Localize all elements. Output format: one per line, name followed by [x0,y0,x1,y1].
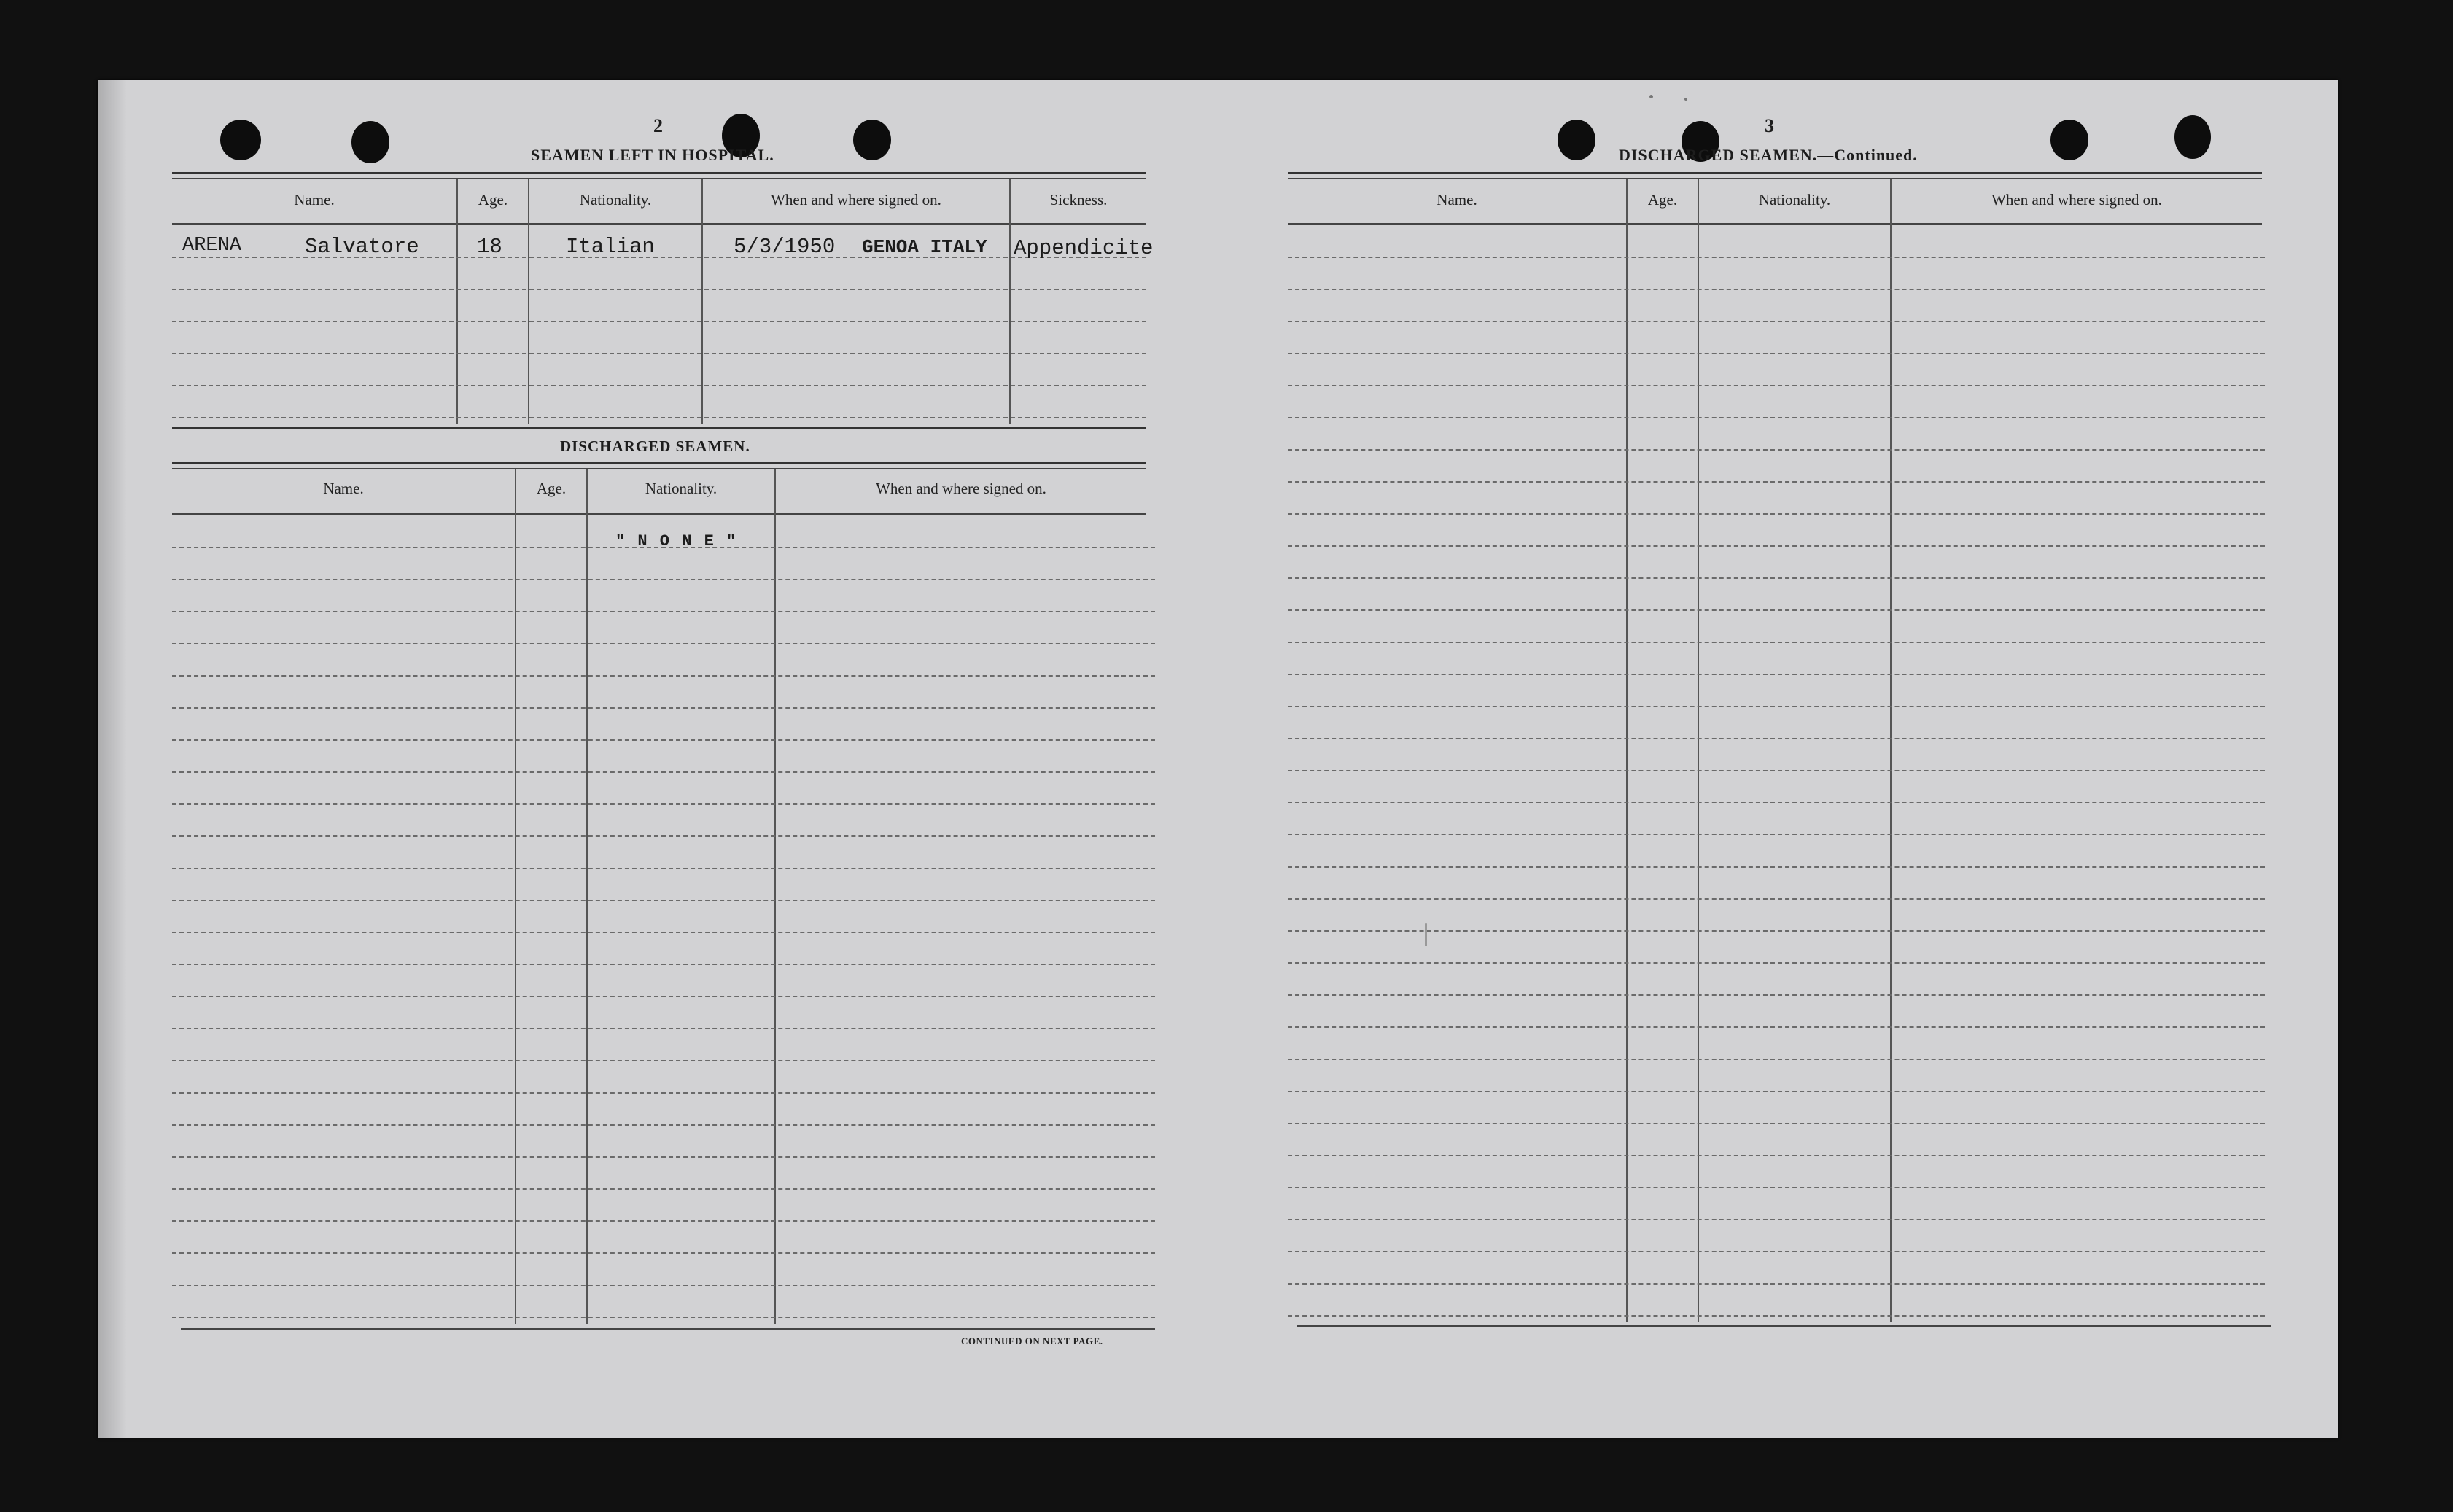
ruled-line [1288,1091,2265,1092]
ruled-line [172,1060,1155,1061]
none-stamp: " N O N E " [615,532,738,550]
ruled-line [1288,385,2265,386]
ruled-line [1288,1059,2265,1060]
column-divider [701,179,703,424]
ruled-line [1288,545,2265,547]
ruled-line [172,643,1155,644]
ruled-line [172,611,1155,612]
column-divider [1626,179,1628,1322]
column-divider [1698,179,1699,1322]
top-double-rule [1288,172,2262,174]
ruled-line [1288,577,2265,579]
entry-nationality: Italian [566,235,655,259]
ruled-line [172,835,1155,837]
punch-hole [2174,115,2211,159]
punch-hole [2050,120,2088,160]
left-page-number: 2 [653,115,663,136]
ruled-line [172,385,1146,386]
ruled-line [1288,1155,2265,1156]
ruled-line [1288,962,2265,964]
punch-hole [220,120,261,160]
paper-speck [1425,923,1427,946]
hospital-header-nationality: Nationality. [579,191,652,209]
entry-sickness: Appendicite [1014,236,1154,260]
ruled-line [172,1028,1155,1029]
discharged-header-name: Name. [323,480,364,497]
top-double-rule [172,172,1146,174]
section-rule [172,427,1146,429]
ruled-line [1288,321,2265,322]
bottom-rule [1297,1325,2271,1327]
ruled-line [1288,834,2265,835]
ruled-line [172,771,1155,773]
ruled-line [172,739,1155,741]
top-double-rule [172,178,1146,179]
ruled-line [172,675,1155,677]
ruled-line [1288,257,2265,258]
right-header-name: Name. [1437,191,1477,209]
discharged-header-rule [172,513,1146,515]
hospital-header-rule [172,223,1146,225]
ruled-line [1288,1187,2265,1188]
discharged-header-signed-on: When and where signed on. [876,480,1046,497]
ruled-line [1288,674,2265,675]
entry-age: 18 [477,235,502,259]
ruled-line [172,868,1155,869]
right-header-rule [1288,223,2262,225]
right-header-age: Age. [1647,191,1678,209]
ruled-line [1288,738,2265,739]
ruled-line [172,1285,1155,1286]
ruled-line [172,1124,1155,1126]
section-double-rule [172,462,1146,464]
ruled-line [172,1317,1155,1318]
ruled-line [1288,417,2265,418]
sheet-shadow [98,80,127,1438]
paper-speck [1649,95,1653,98]
ruled-line [172,1220,1155,1222]
continued-footer: CONTINUED ON NEXT PAGE. [961,1336,1103,1347]
ruled-line [1288,898,2265,900]
discharged-section-title: DISCHARGED SEAMEN. [560,437,750,455]
ruled-line [172,900,1155,901]
paper-speck [1684,98,1687,101]
ruled-line [1288,353,2265,354]
hospital-header-name: Name. [294,191,335,209]
ruled-line [1288,866,2265,868]
hospital-header-age: Age. [478,191,508,209]
ruled-line [1288,513,2265,515]
punch-hole [351,121,389,163]
ruled-line [1288,802,2265,803]
ruled-line [1288,930,2265,932]
punch-hole [1558,120,1595,160]
ruled-line [1288,1123,2265,1124]
right-page-number: 3 [1765,115,1774,136]
ruled-line [172,1156,1155,1158]
column-divider [774,469,776,1324]
ruled-line [1288,1026,2265,1028]
column-divider [515,469,516,1324]
ruled-line [1288,1283,2265,1285]
ruled-line [172,579,1155,580]
hospital-header-sickness: Sickness. [1049,191,1108,209]
ruled-line [172,417,1146,418]
ruled-line [1288,289,2265,290]
ruled-line [1288,770,2265,771]
top-double-rule [1288,178,2262,179]
ruled-line [172,932,1155,933]
discharged-header-nationality: Nationality. [645,480,718,497]
column-divider [1009,179,1011,424]
ruled-line [1288,1315,2265,1317]
column-divider [456,179,458,424]
ruled-line [172,964,1155,965]
ruled-line [1288,706,2265,707]
ruled-line [172,707,1155,709]
ruled-line [1288,481,2265,483]
ruled-line [1288,609,2265,611]
ruled-line [172,289,1146,290]
ruled-line [172,321,1146,322]
entry-place: GENOA ITALY [862,236,987,258]
right-header-nationality: Nationality. [1758,191,1831,209]
ruled-line [172,353,1146,354]
ruled-line [172,1092,1155,1094]
ruled-line [172,803,1155,805]
entry-surname: ARENA [182,235,242,257]
hospital-header-signed-on: When and where signed on. [771,191,941,209]
bottom-rule [181,1328,1155,1330]
entry-date: 5/3/1950 [734,235,836,259]
right-header-signed-on: When and where signed on. [1991,191,2162,209]
ruled-line [1288,449,2265,451]
discharged-continued-title: DISCHARGED SEAMEN.—Continued. [1619,146,1918,164]
column-divider [1890,179,1892,1322]
ruled-line [172,1252,1155,1254]
ruled-line [1288,642,2265,643]
document-sheet [98,80,2338,1438]
discharged-header-age: Age. [536,480,567,497]
entry-given-name: Salvatore [305,235,419,259]
hospital-section-title: SEAMEN LEFT IN HOSPITAL. [531,146,774,164]
ruled-line [172,1188,1155,1190]
ruled-line [1288,994,2265,996]
ruled-line [1288,1219,2265,1220]
section-double-rule [172,468,1146,469]
column-divider [586,469,588,1324]
ruled-line [1288,1251,2265,1252]
ruled-line [172,996,1155,997]
punch-hole [853,120,891,160]
ruled-line [172,547,1155,548]
column-divider [528,179,529,424]
